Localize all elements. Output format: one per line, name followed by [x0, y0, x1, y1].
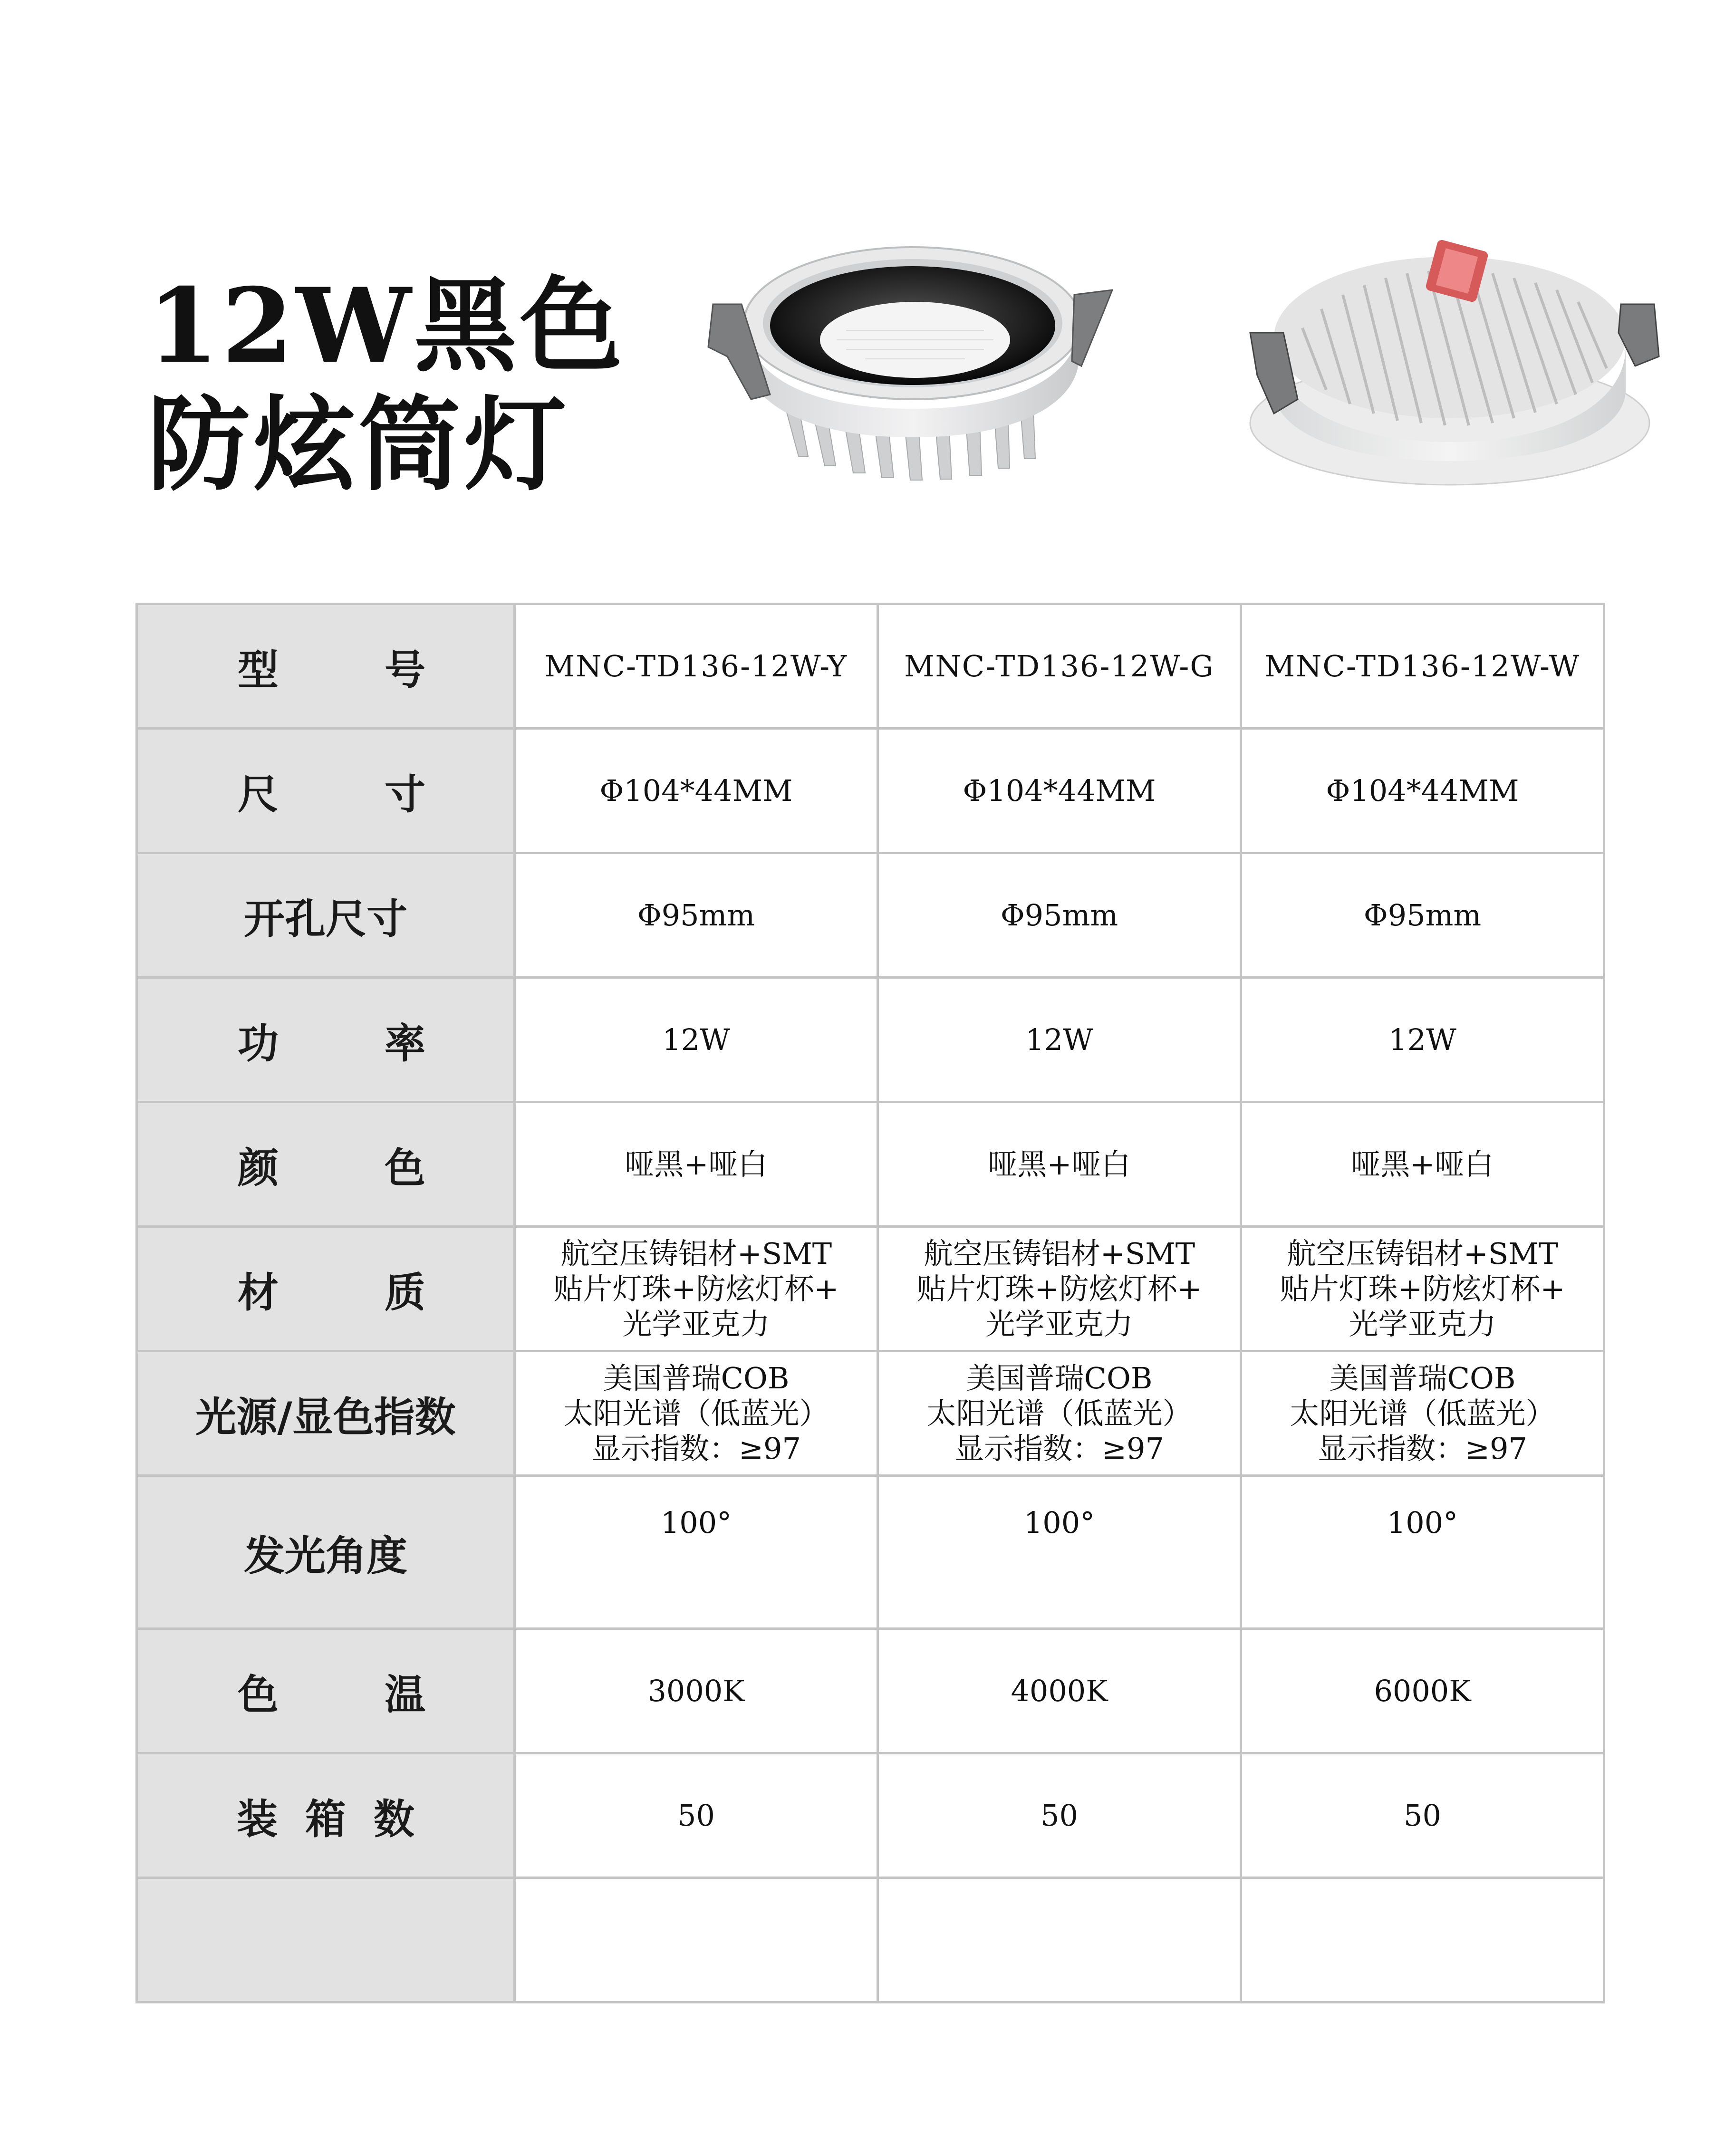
downlight-front-image	[684, 238, 1131, 504]
label-char: 色	[385, 1144, 425, 1192]
cell-line: 贴片灯珠+防炫灯杯+	[553, 1271, 839, 1306]
empty-cell	[515, 1878, 878, 2002]
table-row	[137, 1629, 1604, 1753]
row-label-beam-angle: 发光角度	[137, 1476, 515, 1629]
table-cell	[1241, 1227, 1604, 1351]
cell-line: 显示指数：≥97	[591, 1431, 801, 1466]
table-cell: 50	[1241, 1753, 1604, 1878]
cell-line: 美国普瑞COB	[966, 1360, 1153, 1396]
table-cell: Φ95mm	[1241, 853, 1604, 978]
table-row	[137, 1227, 1604, 1351]
table-cell: 哑黑+哑白	[878, 1102, 1241, 1227]
row-label-color	[137, 1102, 515, 1227]
empty-cell	[1241, 1878, 1604, 2002]
table-cell: 12W	[1241, 978, 1604, 1102]
table-row	[137, 604, 1604, 729]
table-row	[137, 729, 1604, 853]
cell-line: 美国普瑞COB	[1329, 1360, 1516, 1396]
empty-label-cell	[137, 1878, 515, 2002]
table-cell	[1241, 1351, 1604, 1476]
label-char: 率	[385, 1020, 425, 1068]
empty-cell	[878, 1878, 1241, 2002]
downlight-back-image	[1231, 233, 1678, 499]
row-label-carton-qty	[137, 1753, 515, 1878]
row-label-material	[137, 1227, 515, 1351]
cell-line: 太阳光谱（低蓝光）	[1290, 1396, 1555, 1431]
cell-line: 贴片灯珠+防炫灯杯+	[916, 1271, 1202, 1306]
label-char: 型	[238, 646, 279, 694]
table-row	[137, 1476, 1604, 1629]
cell-line: 太阳光谱（低蓝光）	[563, 1396, 829, 1431]
label-char: 寸	[385, 770, 425, 818]
label-char: 装	[237, 1795, 278, 1843]
label-char: 温	[385, 1671, 425, 1719]
table-cell: Φ95mm	[878, 853, 1241, 978]
table-cell: Φ104*44MM	[1241, 729, 1604, 853]
label-char: 尺	[238, 770, 279, 818]
cell-line: 显示指数：≥97	[954, 1431, 1164, 1466]
table-cell: 12W	[515, 978, 878, 1102]
row-label-cutout: 开孔尺寸	[137, 853, 515, 978]
table-cell: 50	[515, 1753, 878, 1878]
table-cell: 6000K	[1241, 1629, 1604, 1753]
label-char: 色	[238, 1671, 279, 1719]
table-cell: MNC-TD136-12W-W	[1241, 604, 1604, 729]
label-char: 颜	[238, 1144, 279, 1192]
label-char: 箱	[305, 1795, 346, 1843]
table-cell: 100°	[878, 1476, 1241, 1629]
table-cell: 4000K	[878, 1629, 1241, 1753]
table-cell: 100°	[515, 1476, 878, 1629]
spec-table	[135, 603, 1605, 2003]
table-cell	[878, 1351, 1241, 1476]
table-cell	[878, 1227, 1241, 1351]
cell-line: 太阳光谱（低蓝光）	[926, 1396, 1192, 1431]
row-label-power	[137, 978, 515, 1102]
cell-line: 贴片灯珠+防炫灯杯+	[1280, 1271, 1565, 1306]
cell-line: 显示指数：≥97	[1318, 1431, 1527, 1466]
label-char: 材	[238, 1269, 279, 1317]
page-title	[147, 266, 625, 504]
table-cell: 50	[878, 1753, 1241, 1878]
table-cell: MNC-TD136-12W-Y	[515, 604, 878, 729]
table-cell: 12W	[878, 978, 1241, 1102]
label-char: 数	[374, 1795, 414, 1843]
table-cell	[515, 1227, 878, 1351]
cell-line: 航空压铸铝材+SMT	[923, 1236, 1195, 1271]
label-char: 号	[385, 646, 425, 694]
row-label-color-temp	[137, 1629, 515, 1753]
label-char: 功	[238, 1020, 279, 1068]
table-cell	[515, 1351, 878, 1476]
table-cell: Φ104*44MM	[878, 729, 1241, 853]
table-cell: Φ104*44MM	[515, 729, 878, 853]
table-cell: 100°	[1241, 1476, 1604, 1629]
title-line-1: 12W黑色	[147, 265, 626, 386]
table-row	[137, 853, 1604, 978]
label-char: 质	[385, 1269, 425, 1317]
table-cell: 哑黑+哑白	[1241, 1102, 1604, 1227]
cell-line: 光学亚克力	[1349, 1306, 1496, 1341]
table-cell: Φ95mm	[515, 853, 878, 978]
cell-line: 航空压铸铝材+SMT	[560, 1236, 832, 1271]
table-row	[137, 1351, 1604, 1476]
table-cell: 3000K	[515, 1629, 878, 1753]
table-row	[137, 978, 1604, 1102]
table-row	[137, 1102, 1604, 1227]
row-label-size	[137, 729, 515, 853]
cell-line: 光学亚克力	[985, 1306, 1133, 1341]
table-cell: 哑黑+哑白	[515, 1102, 878, 1227]
table-row-empty	[137, 1878, 1604, 2002]
table-row	[137, 1753, 1604, 1878]
table-cell: MNC-TD136-12W-G	[878, 604, 1241, 729]
cell-line: 光学亚克力	[622, 1306, 770, 1341]
row-label-model	[137, 604, 515, 729]
title-line-2: 防炫筒灯	[147, 384, 570, 505]
cell-line: 航空压铸铝材+SMT	[1286, 1236, 1559, 1271]
cell-line: 美国普瑞COB	[603, 1360, 790, 1396]
row-label-light-source: 光源/显色指数	[137, 1351, 515, 1476]
